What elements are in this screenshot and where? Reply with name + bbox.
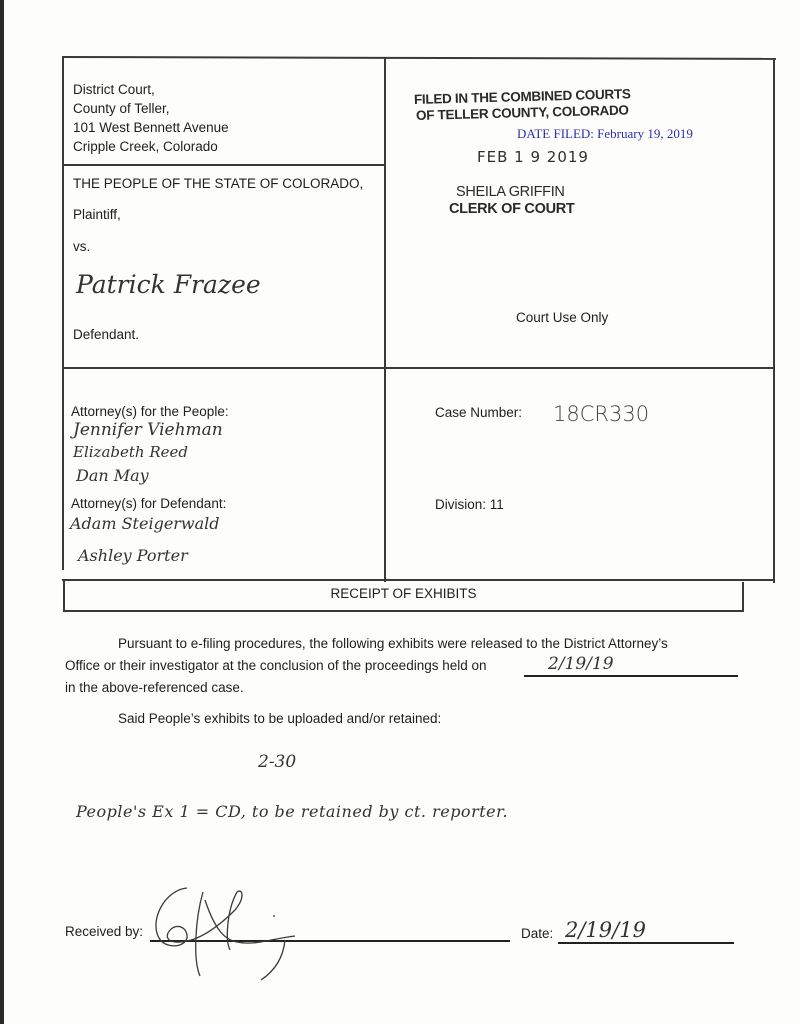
court-line: District Court, (73, 82, 155, 97)
table-border-right (773, 59, 775, 583)
date-line (558, 942, 734, 944)
signature-date: 2/19/19 (565, 918, 646, 942)
defendant-attorney-name: Adam Steigerwald (70, 514, 220, 533)
court-line: County of Teller, (73, 101, 170, 116)
people-attorney-name: Dan May (76, 466, 149, 485)
exhibit-note: People's Ex 1 = CD, to be retained by ct. reporter. (76, 802, 509, 821)
people-attorneys-label: Attorney(s) for the People: (71, 404, 229, 419)
received-by-label: Received by: (65, 924, 144, 939)
proceedings-date: 2/19/19 (548, 654, 614, 674)
plaintiff-label: Plaintiff, (73, 207, 121, 222)
court-line: 101 West Bennett Avenue (73, 120, 229, 135)
date-filed: DATE FILED: February 19, 2019 (517, 126, 693, 141)
exhibit-range: 2-30 (258, 752, 297, 772)
document-title: RECEIPT OF EXHIBITS (330, 586, 477, 601)
stamp-date: FEB 1 9 2019 (477, 148, 589, 166)
paragraph-line: in the above-referenced case. (65, 680, 244, 695)
table-border-bottom (62, 579, 774, 581)
court-use-only: Court Use Only (516, 310, 609, 325)
case-number-label: Case Number: (435, 405, 523, 420)
people-attorney-name: Elizabeth Reed (73, 443, 188, 461)
date-label: Date: (521, 926, 554, 941)
defendant-attorneys-label: Attorney(s) for Defendant: (71, 496, 227, 511)
case-number-value: 18CR330 (553, 402, 650, 426)
signature-scribble (145, 880, 305, 990)
court-parties-divider (62, 164, 385, 166)
row-divider (62, 367, 775, 369)
title-box-bottom (63, 610, 744, 612)
scan-edge (0, 0, 4, 1024)
division-label: Division: 11 (435, 497, 504, 512)
defendant-name-handwritten: Patrick Frazee (76, 270, 261, 299)
table-border-middle (384, 57, 386, 582)
defendant-label: Defendant. (73, 327, 140, 342)
paragraph-line: Pursuant to e-filing procedures, the following exhibits were released to the District Attorney’s (118, 636, 668, 651)
plaintiff-name: THE PEOPLE OF THE STATE OF COLORADO, (73, 176, 364, 191)
table-border-left (62, 56, 64, 570)
versus-label: vs. (73, 239, 91, 254)
table-border-top (62, 56, 776, 60)
clerk-title: CLERK OF COURT (449, 201, 575, 217)
proceedings-date-line (524, 675, 738, 677)
stamp-line2: OF TELLER COUNTY, COLORADO (415, 102, 629, 123)
court-line: Cripple Creek, Colorado (73, 139, 218, 154)
stamp-line1: FILED IN THE COMBINED COURTS (413, 86, 631, 107)
defendant-attorney-name: Ashley Porter (78, 546, 188, 565)
people-attorney-name: Jennifer Viehman (73, 420, 223, 440)
exhibits-intro: Said People’s exhibits to be uploaded and/or retained: (118, 711, 442, 726)
clerk-name: SHEILA GRIFFIN (456, 184, 565, 200)
paragraph-line: Office or their investigator at the conclusion of the proceedings held on (65, 658, 487, 673)
